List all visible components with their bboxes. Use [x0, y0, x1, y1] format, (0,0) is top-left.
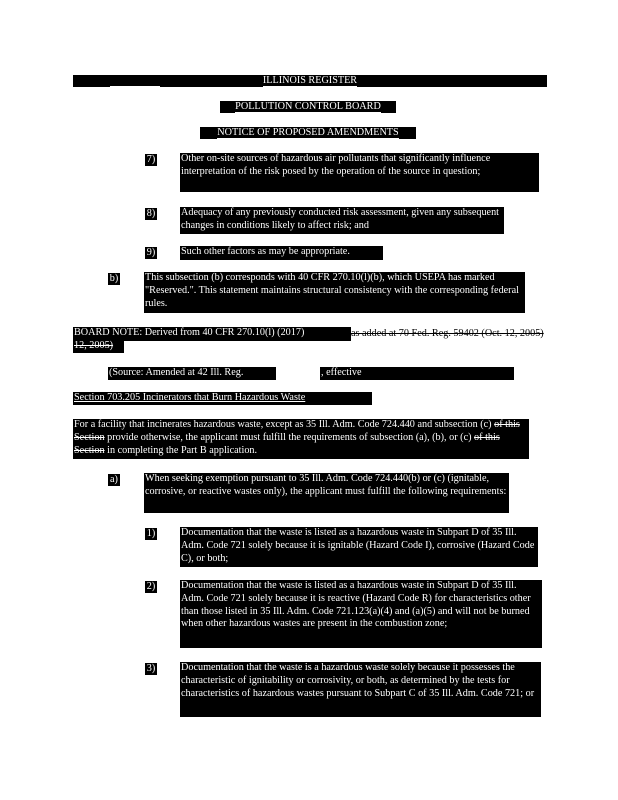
notice-title: NOTICE OF PROPOSED AMENDMENTS: [217, 127, 399, 138]
register-title: ILLINOIS REGISTER: [262, 75, 358, 86]
item-text: Adequacy of any previously conducted risk assessment, given any subsequent changes in conditions likely to affect risk; and: [180, 207, 504, 234]
item-text: Documentation that the waste is listed as a hazardous waste in Subpart D of 35 Ill. Adm. Code 721 solely because it is reactive (Hazard Code R) for characteristics other than those listed in 35 Ill. Adm. Code 721.123(a)(4) and (a)(5) and will not be burned when other hazardous wastes are present in the combustion zone;: [180, 580, 542, 648]
board-title: POLLUTION CONTROL BOARD: [235, 101, 381, 112]
board-note-struck: as added at 70 Fed. Reg. 59402 (Oct. 12, 2005): [351, 328, 544, 339]
board-note-struck-cont: 12, 2005): [73, 340, 124, 353]
item-text: Other on-site sources of hazardous air pollutants that significantly influence interpretation of the risk posed by the operation of the source in question;: [180, 153, 539, 192]
source-date-blank: [376, 367, 514, 380]
item-number: 1): [146, 528, 156, 539]
board-note-label: BOARD NOTE:: [74, 327, 143, 338]
board-note-text: Derived from 40 CFR 270.10(l) (2017): [144, 327, 305, 338]
notice-header: [200, 127, 416, 139]
item-text: Documentation that the waste is a hazardous waste solely because it possesses the characteristic of ignitability or corrosivity, or both, as determined by the tests for characteristics of hazardous wastes pursuant to Subpart C of 35 Ill. Adm. Code 721; or: [180, 662, 541, 717]
source-line-left: (Source: Amended at 42 Ill. Reg.: [108, 367, 276, 380]
source-close: ): [509, 368, 513, 379]
subsection-a-text: When seeking exemption pursuant to 35 Ill. Adm. Code 724.440(b) or (c) (ignitable, corrosive, or reactive wastes only), the applicant must fulfill the following requirements:: [144, 473, 509, 513]
item-number: 9): [146, 247, 156, 258]
item-number: 8): [146, 208, 156, 219]
item-text: Documentation that the waste is listed as a hazardous waste in Subpart D of 35 Ill. Adm. Code 721 solely because it is ignitable (Hazard Code I), corrosive (Hazard Code C), or both;: [180, 527, 538, 567]
struck-words: of this Section: [74, 431, 500, 456]
board-header: [220, 101, 396, 113]
item-number: 3): [146, 663, 156, 674]
item-number: 2): [146, 581, 156, 592]
section-intro: For a facility that incinerates hazardous waste, except as 35 Ill. Adm. Code 724.440 and subsection (c) of this Section provide otherwise, the applicant must fulfill the requirements of subsection (a), (b), or (c) of this Section in completing the Part B application.: [73, 419, 529, 459]
subsection-letter: b): [109, 273, 119, 284]
section-title: Section 703.205 Incinerators that Burn Hazardous Waste: [73, 392, 372, 405]
subsection-b-text: This subsection (b) corresponds with 40 CFR 270.10(l)(b), which USEPA has marked "Reserved.". This statement maintains structural consistency with the corresponding federal rules.: [144, 272, 525, 313]
board-note: [73, 327, 351, 341]
subsection-letter: a): [108, 474, 120, 486]
item-number: 7): [146, 154, 156, 165]
item-text: Such other factors as may be appropriate.: [180, 246, 383, 260]
header-rule-gap: [110, 86, 160, 87]
source-line-mid: , effective: [320, 367, 376, 380]
